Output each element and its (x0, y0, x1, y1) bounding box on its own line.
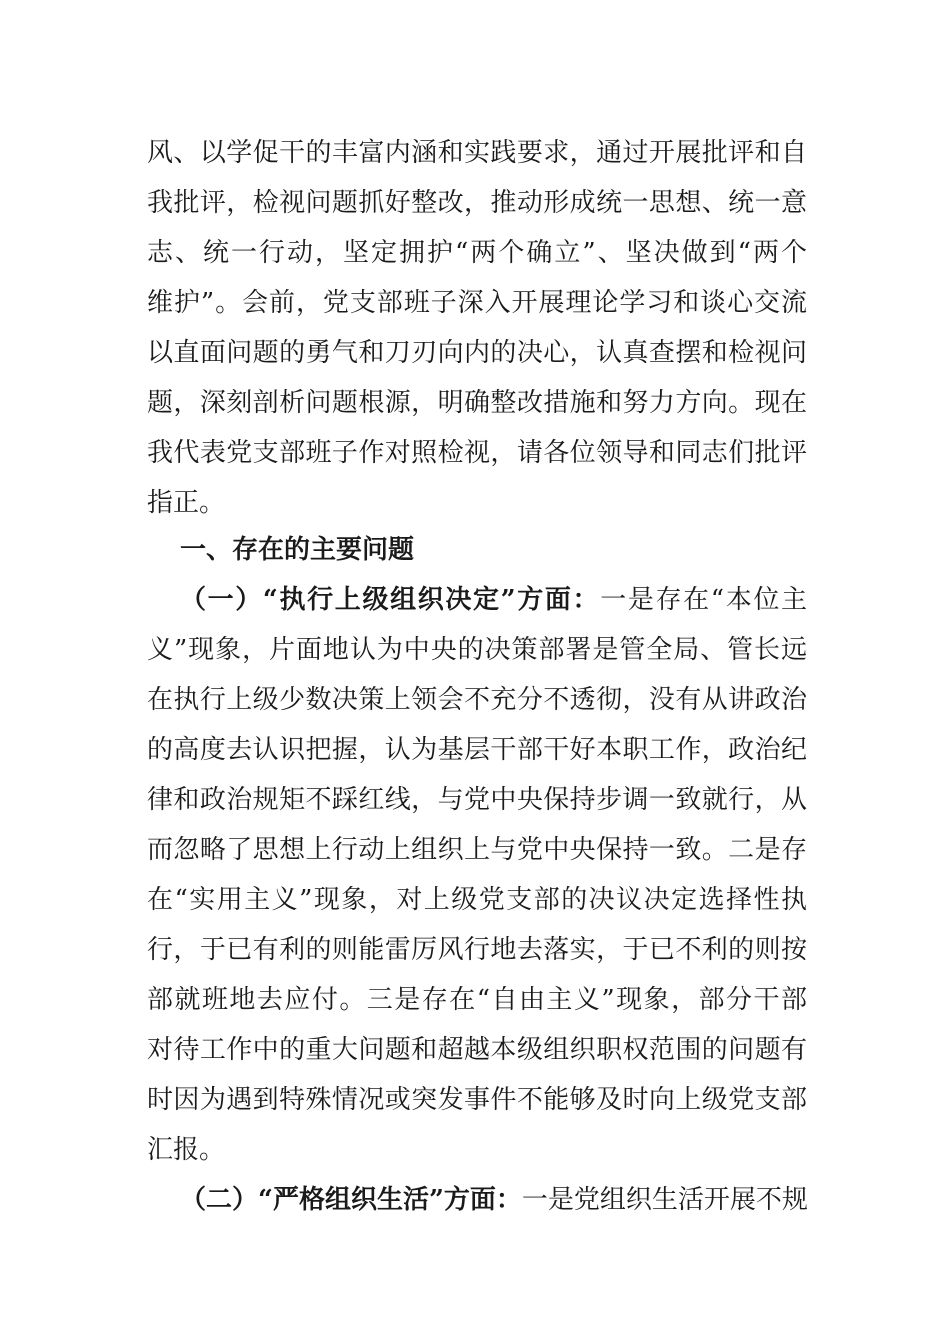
subsection-title: （一）“执行上级组织决定”方面： (180, 585, 601, 615)
paragraph-line: 我批评，检视问题抓好整改，推动形成统一思想、统一意 (147, 188, 807, 218)
paragraph-line: 我代表党支部班子作对照检视，请各位领导和同志们批评 (147, 438, 807, 468)
paragraph-line: 志、统一行动，坚定拥护“两个确立”、坚决做到“两个 (147, 238, 807, 268)
paragraph-line: 而忽略了思想上行动上组织上与党中央保持一致。二是存 (147, 835, 807, 865)
paragraph-line: 汇报。 (147, 1135, 226, 1165)
paragraph-line: 在“实用主义”现象，对上级党支部的决议决定选择性执 (147, 885, 807, 915)
paragraph-line: 在执行上级少数决策上领会不充分不透彻，没有从讲政治 (147, 685, 807, 715)
subsection-title: （二）“严格组织生活”方面： (180, 1185, 522, 1215)
paragraph-line: 时因为遇到特殊情况或突发事件不能够及时向上级党支部 (147, 1085, 807, 1115)
paragraph-line: 题，深刻剖析问题根源，明确整改措施和努力方向。现在 (147, 388, 807, 418)
subsection-first-line (180, 575, 807, 625)
subsection-first-line (180, 1175, 807, 1225)
paragraph-line: 义”现象，片面地认为中央的决策部署是管全局、管长远 (147, 635, 807, 665)
paragraph-line: 风、以学促干的丰富内涵和实践要求，通过开展批评和自 (147, 138, 807, 168)
paragraph-line: 行，于已有利的则能雷厉风行地去落实，于已不利的则按 (147, 935, 807, 965)
section-heading: 一、存在的主要问题 (180, 535, 415, 565)
subsection-text: 一是党组织生活开展不规 (521, 1185, 808, 1215)
paragraph-line: 律和政治规矩不踩红线，与党中央保持步调一致就行，从 (147, 785, 807, 815)
paragraph-line: 部就班地去应付。三是存在“自由主义”现象，部分干部 (147, 985, 807, 1015)
paragraph-line: 指正。 (147, 488, 226, 518)
paragraph-line: 对待工作中的重大问题和超越本级组织职权范围的问题有 (147, 1035, 807, 1065)
subsection-text: 一是存在“本位主 (600, 585, 807, 615)
paragraph-line: 维护”。会前，党支部班子深入开展理论学习和谈心交流 (147, 288, 807, 318)
paragraph-line: 的高度去认识把握，认为基层干部干好本职工作，政治纪 (147, 735, 807, 765)
paragraph-line: 以直面问题的勇气和刀刃向内的决心，认真查摆和检视问 (147, 338, 807, 368)
